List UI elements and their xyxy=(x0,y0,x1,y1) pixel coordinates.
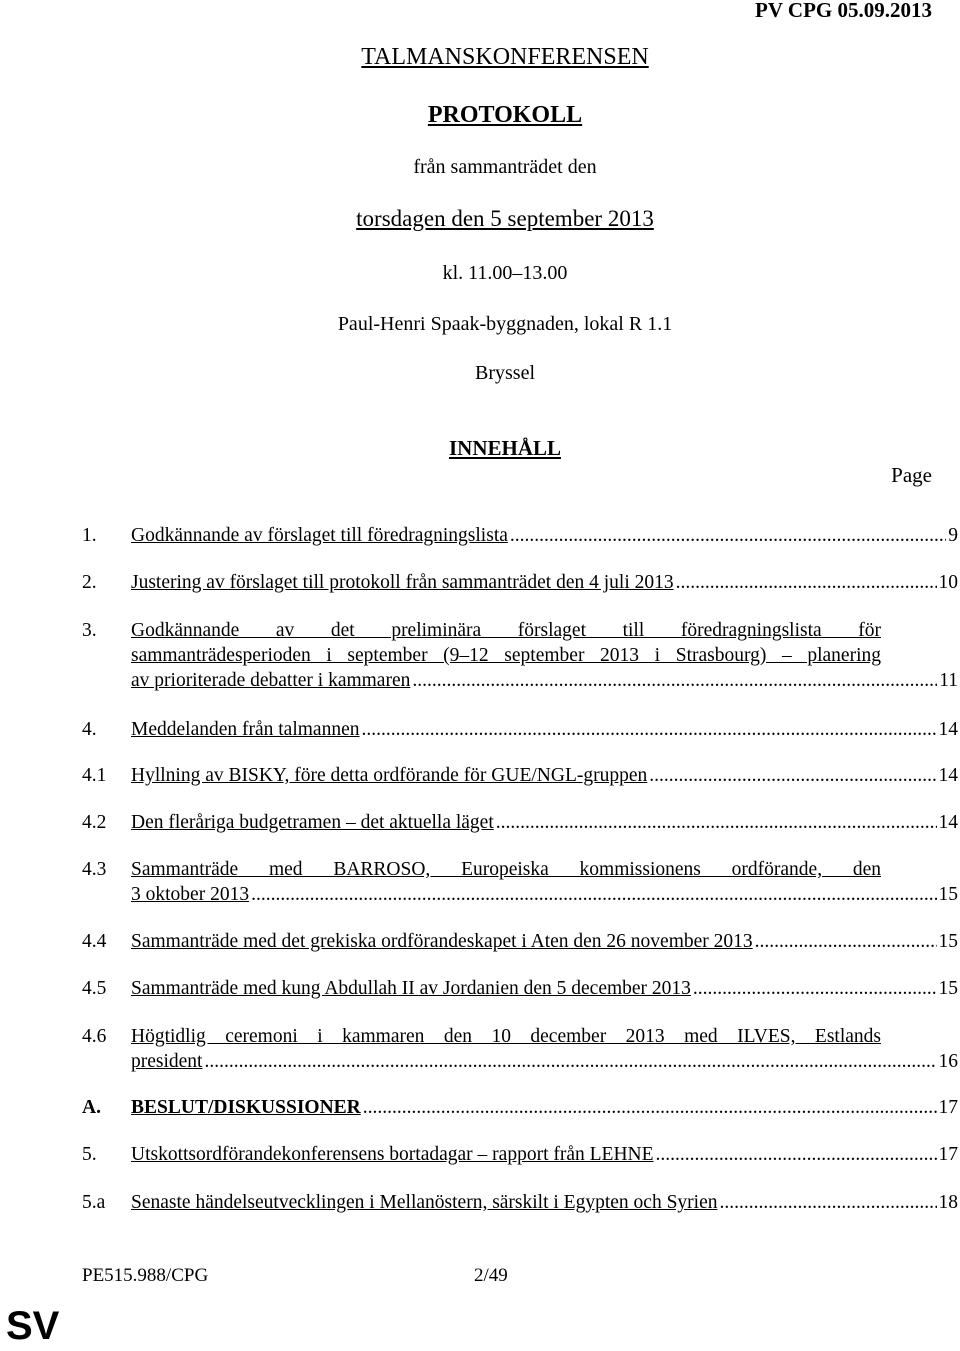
toc-entry-page: 9 xyxy=(948,525,958,546)
toc-entry-title[interactable]: Utskottsordförandekonferensens bortadagar – rapport från LEHNE xyxy=(131,1144,654,1165)
footer-page-number: 2/49 xyxy=(474,1265,508,1286)
toc-page-label: Page xyxy=(891,463,932,487)
toc-entry-page: 11 xyxy=(939,670,958,691)
toc-entry[interactable] xyxy=(82,1024,958,1074)
toc-entry-title[interactable]: Sammanträde med kung Abdullah II av Jordanien den 5 december 2013 xyxy=(131,978,691,999)
toc-entry[interactable] xyxy=(82,929,958,954)
toc-entry-page: 14 xyxy=(938,812,958,833)
toc-entry-number: 4.1 xyxy=(82,765,107,786)
toc-entry-number: 2. xyxy=(82,572,97,593)
toc-entry-number: A. xyxy=(82,1097,101,1118)
toc-entry-page: 10 xyxy=(938,572,958,593)
toc-entry-title-line[interactable]: sammanträdesperioden i september (9–12 september 2013 i Strasbourg) – planering xyxy=(131,645,881,666)
toc-entry-number: 4.5 xyxy=(82,978,107,999)
toc-entry-title[interactable]: Godkännande av förslaget till föredragningslista xyxy=(131,525,508,546)
toc-entry-page: 14 xyxy=(938,765,958,786)
toc-entry-number: 4.2 xyxy=(82,812,107,833)
toc-entry-page: 14 xyxy=(938,719,958,740)
footer-reference: PE515.988/CPG xyxy=(82,1265,209,1286)
meeting-city: Bryssel xyxy=(475,362,535,384)
toc-entry-title[interactable]: Senaste händelseutvecklingen i Mellanöstern, särskilt i Egypten och Syrien xyxy=(131,1192,718,1213)
toc-entry-number: 5. xyxy=(82,1144,97,1165)
toc-entry-number: 4.4 xyxy=(82,931,107,952)
toc-entry-title[interactable]: Den fleråriga budgetramen – det aktuella läget xyxy=(131,812,494,833)
toc-entry-page: 18 xyxy=(938,1192,958,1213)
toc-entry-title-line[interactable]: Sammanträde med BARROSO, Europeiska kommissionens ordförande, den xyxy=(131,859,881,880)
toc-entry-title[interactable]: Hyllning av BISKY, före detta ordförande för GUE/NGL-gruppen xyxy=(131,765,648,786)
document-title: TALMANSKONFERENSEN xyxy=(361,44,649,70)
toc-entry-title-line[interactable]: president xyxy=(131,1051,203,1072)
toc-entry-title-line[interactable]: Högtidlig ceremoni i kammaren den 10 december 2013 med ILVES, Estlands xyxy=(131,1026,881,1047)
meeting-intro: från sammanträdet den xyxy=(413,156,597,178)
document-subtitle: PROTOKOLL xyxy=(427,102,583,128)
toc-entry[interactable] xyxy=(82,1095,958,1120)
toc-entry-number: 4.3 xyxy=(82,859,107,880)
toc-entry-number: 4.6 xyxy=(82,1026,107,1047)
toc-entry[interactable] xyxy=(82,976,958,1001)
toc-entry-page: 15 xyxy=(938,931,958,952)
meeting-time: kl. 11.00–13.00 xyxy=(442,262,568,284)
toc-entry-page: 15 xyxy=(938,978,958,999)
toc-entry[interactable] xyxy=(82,523,958,548)
toc-entry-page: 15 xyxy=(938,884,958,905)
toc-entry[interactable] xyxy=(82,1142,958,1167)
toc-entry-number: 5.a xyxy=(82,1192,106,1213)
toc-entry[interactable] xyxy=(82,570,958,595)
toc-entry-title[interactable]: Justering av förslaget till protokoll från sammanträdet den 4 juli 2013 xyxy=(131,572,674,593)
toc-title: INNEHÅLL xyxy=(448,436,562,460)
toc-entry-number: 4. xyxy=(82,719,97,740)
meeting-date: torsdagen den 5 september 2013 xyxy=(356,206,654,231)
toc-entry-title-line[interactable]: Godkännande av det preliminära förslaget till föredragningslista för xyxy=(131,620,881,641)
toc-entry[interactable] xyxy=(82,717,958,742)
toc-entry-title[interactable]: BESLUT/DISKUSSIONER xyxy=(131,1097,361,1118)
toc-entry-page: 17 xyxy=(938,1144,958,1165)
toc-entry[interactable] xyxy=(82,618,958,693)
toc-entry-title[interactable]: Sammanträde med det grekiska ordförandeskapet i Aten den 26 november 2013 xyxy=(131,931,753,952)
toc-entry-page: 17 xyxy=(938,1097,958,1118)
document-reference: PV CPG 05.09.2013 xyxy=(755,0,932,22)
toc-entry[interactable] xyxy=(82,1190,958,1215)
meeting-location: Paul-Henri Spaak-byggnaden, lokal R 1.1 xyxy=(337,313,673,335)
toc-entry-number: 3. xyxy=(82,620,97,641)
toc-entry-title[interactable]: Meddelanden från talmannen xyxy=(131,719,360,740)
toc-entry[interactable] xyxy=(82,810,958,835)
toc-entry[interactable] xyxy=(82,857,958,907)
toc-entry-title-line[interactable]: 3 oktober 2013 xyxy=(131,884,250,905)
toc-entry-number: 1. xyxy=(82,525,97,546)
toc-entry-page: 16 xyxy=(938,1051,958,1072)
toc-entry-title-line[interactable]: av prioriterade debatter i kammaren xyxy=(131,670,411,691)
toc-entry[interactable] xyxy=(82,763,958,788)
language-code: SV xyxy=(6,1304,60,1348)
